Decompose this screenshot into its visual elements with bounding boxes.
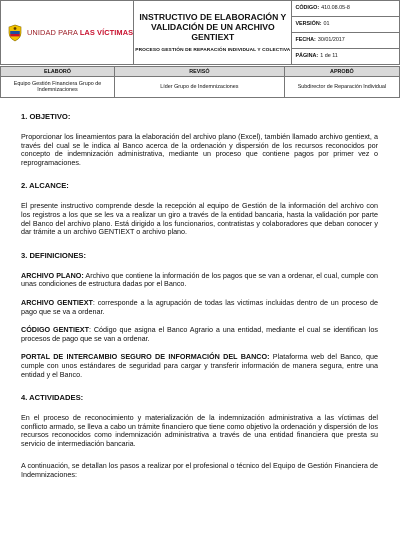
definition-codigo-gentiext: CÓDIGO GENTIEXT: Código que asigna el Banco Agrario a una entidad, mediante el cual se identifican los procesos de pago que se van a ordenar. — [21, 325, 378, 343]
title-cell — [134, 1, 292, 65]
value-reviso: Líder Grupo de Indemnizaciones — [115, 77, 285, 98]
meta-page: PÁGINA: 1 de 11 — [295, 53, 338, 59]
objetivo-text: Proporcionar los lineamientos para la elaboración del archivo plano (Excel), también llamado archivo gentiext, a través del cual se le indica al Banco acerca de la ordenación y dispersión de los recursos reconocidos por concepto de indemnización administrativa, mediante un proceso que contiene pagos por primer vez o reprogramaciones. — [21, 132, 378, 167]
logo-cell — [1, 1, 134, 65]
section-title-definiciones: 3. DEFINICIONES: — [21, 250, 86, 260]
section-title-actividades: 4. ACTIVIDADES: — [21, 393, 84, 403]
definition-archivo-gentiext: ARCHIVO GENTIEXT: corresponde a la agrupación de todas las victimas incluidas dentro de un proceso de pago que se va a ordenar. — [21, 297, 378, 316]
coat-of-arms-icon — [7, 24, 23, 42]
logo-text: UNIDAD PARA LAS VÍCTIMAS — [27, 28, 134, 37]
meta-code: CÓDIGO: 410.08.05-8 — [292, 1, 399, 17]
actividades-text-1: En el proceso de reconocimiento y materialización de la indemnización administrativa a las víctimas del conflicto armado, se lleva a cabo un trámite financiero que tiene como objetivo la ordenación y dispersión de los recursos reconocidos como indemnización administrativa a través de una entidad financiera que presta su servicio de intermediación bancaria. — [21, 413, 378, 448]
header-elaboro: ELABORÓ — [1, 67, 115, 77]
alcance-text: El presente instructivo comprende desde la recepción al equipo de Gestión de la información del archivo con los registros a los que se les va a realizar un giro a través de la entidad bancaria, hasta la validación por parte del Banco del archivo plano. Está dirigido a los funcionarios, contratistas y colaboradores que deban conocer y dar trámite a un archivo GENTIEXT o archivo plano. — [21, 201, 378, 237]
metadata-cell — [292, 1, 400, 65]
meta-version: VERSIÓN: 01 — [292, 17, 399, 33]
definition-portal: PORTAL DE INTERCAMBIO SEGURO DE INFORMACIÓN DEL BANCO: Plataforma web del Banco, que cumple con unos estándares de seguridad para cargar y transferir información de manera segura, entre una entidad y el Banco. — [21, 352, 379, 379]
document-header — [0, 0, 400, 65]
logo — [1, 24, 133, 42]
approval-table — [0, 66, 400, 98]
header-aprobo: APROBÓ — [284, 67, 399, 77]
actividades-text-2: A continuación, se detallan los pasos a realizar por el profesional o técnico del Equipo de Gestión Financiera de Indemnizaciones: — [21, 461, 378, 480]
document-title: INSTRUCTIVO DE ELABORACIÓN Y VALIDACIÓN DE UN ARCHIVO GENTIEXT — [139, 12, 287, 42]
section-title-alcance: 2. ALCANCE: — [21, 181, 69, 191]
value-aprobo: Subdirector de Reparación Individual — [284, 77, 399, 98]
meta-date: FECHA: 30/01/2017 — [292, 33, 399, 49]
header-reviso: REVISÓ — [115, 67, 285, 77]
section-title-objetivo: 1. OBJETIVO: — [21, 112, 71, 121]
process-name: PROCESO GESTIÓN DE REPARACIÓN INDIVIDUAL Y COLECTIVA — [135, 48, 291, 53]
value-elaboro: Equipo Gestión Financiera Grupo de Indemnizaciones — [1, 77, 115, 98]
document-body — [21, 112, 378, 494]
definition-archivo-plano: ARCHIVO PLANO: Archivo que contiene la información de los pagos que se van a ordenar, el cual, cumple con unas condiciones de estructura dadas por el Banco. — [21, 270, 378, 289]
